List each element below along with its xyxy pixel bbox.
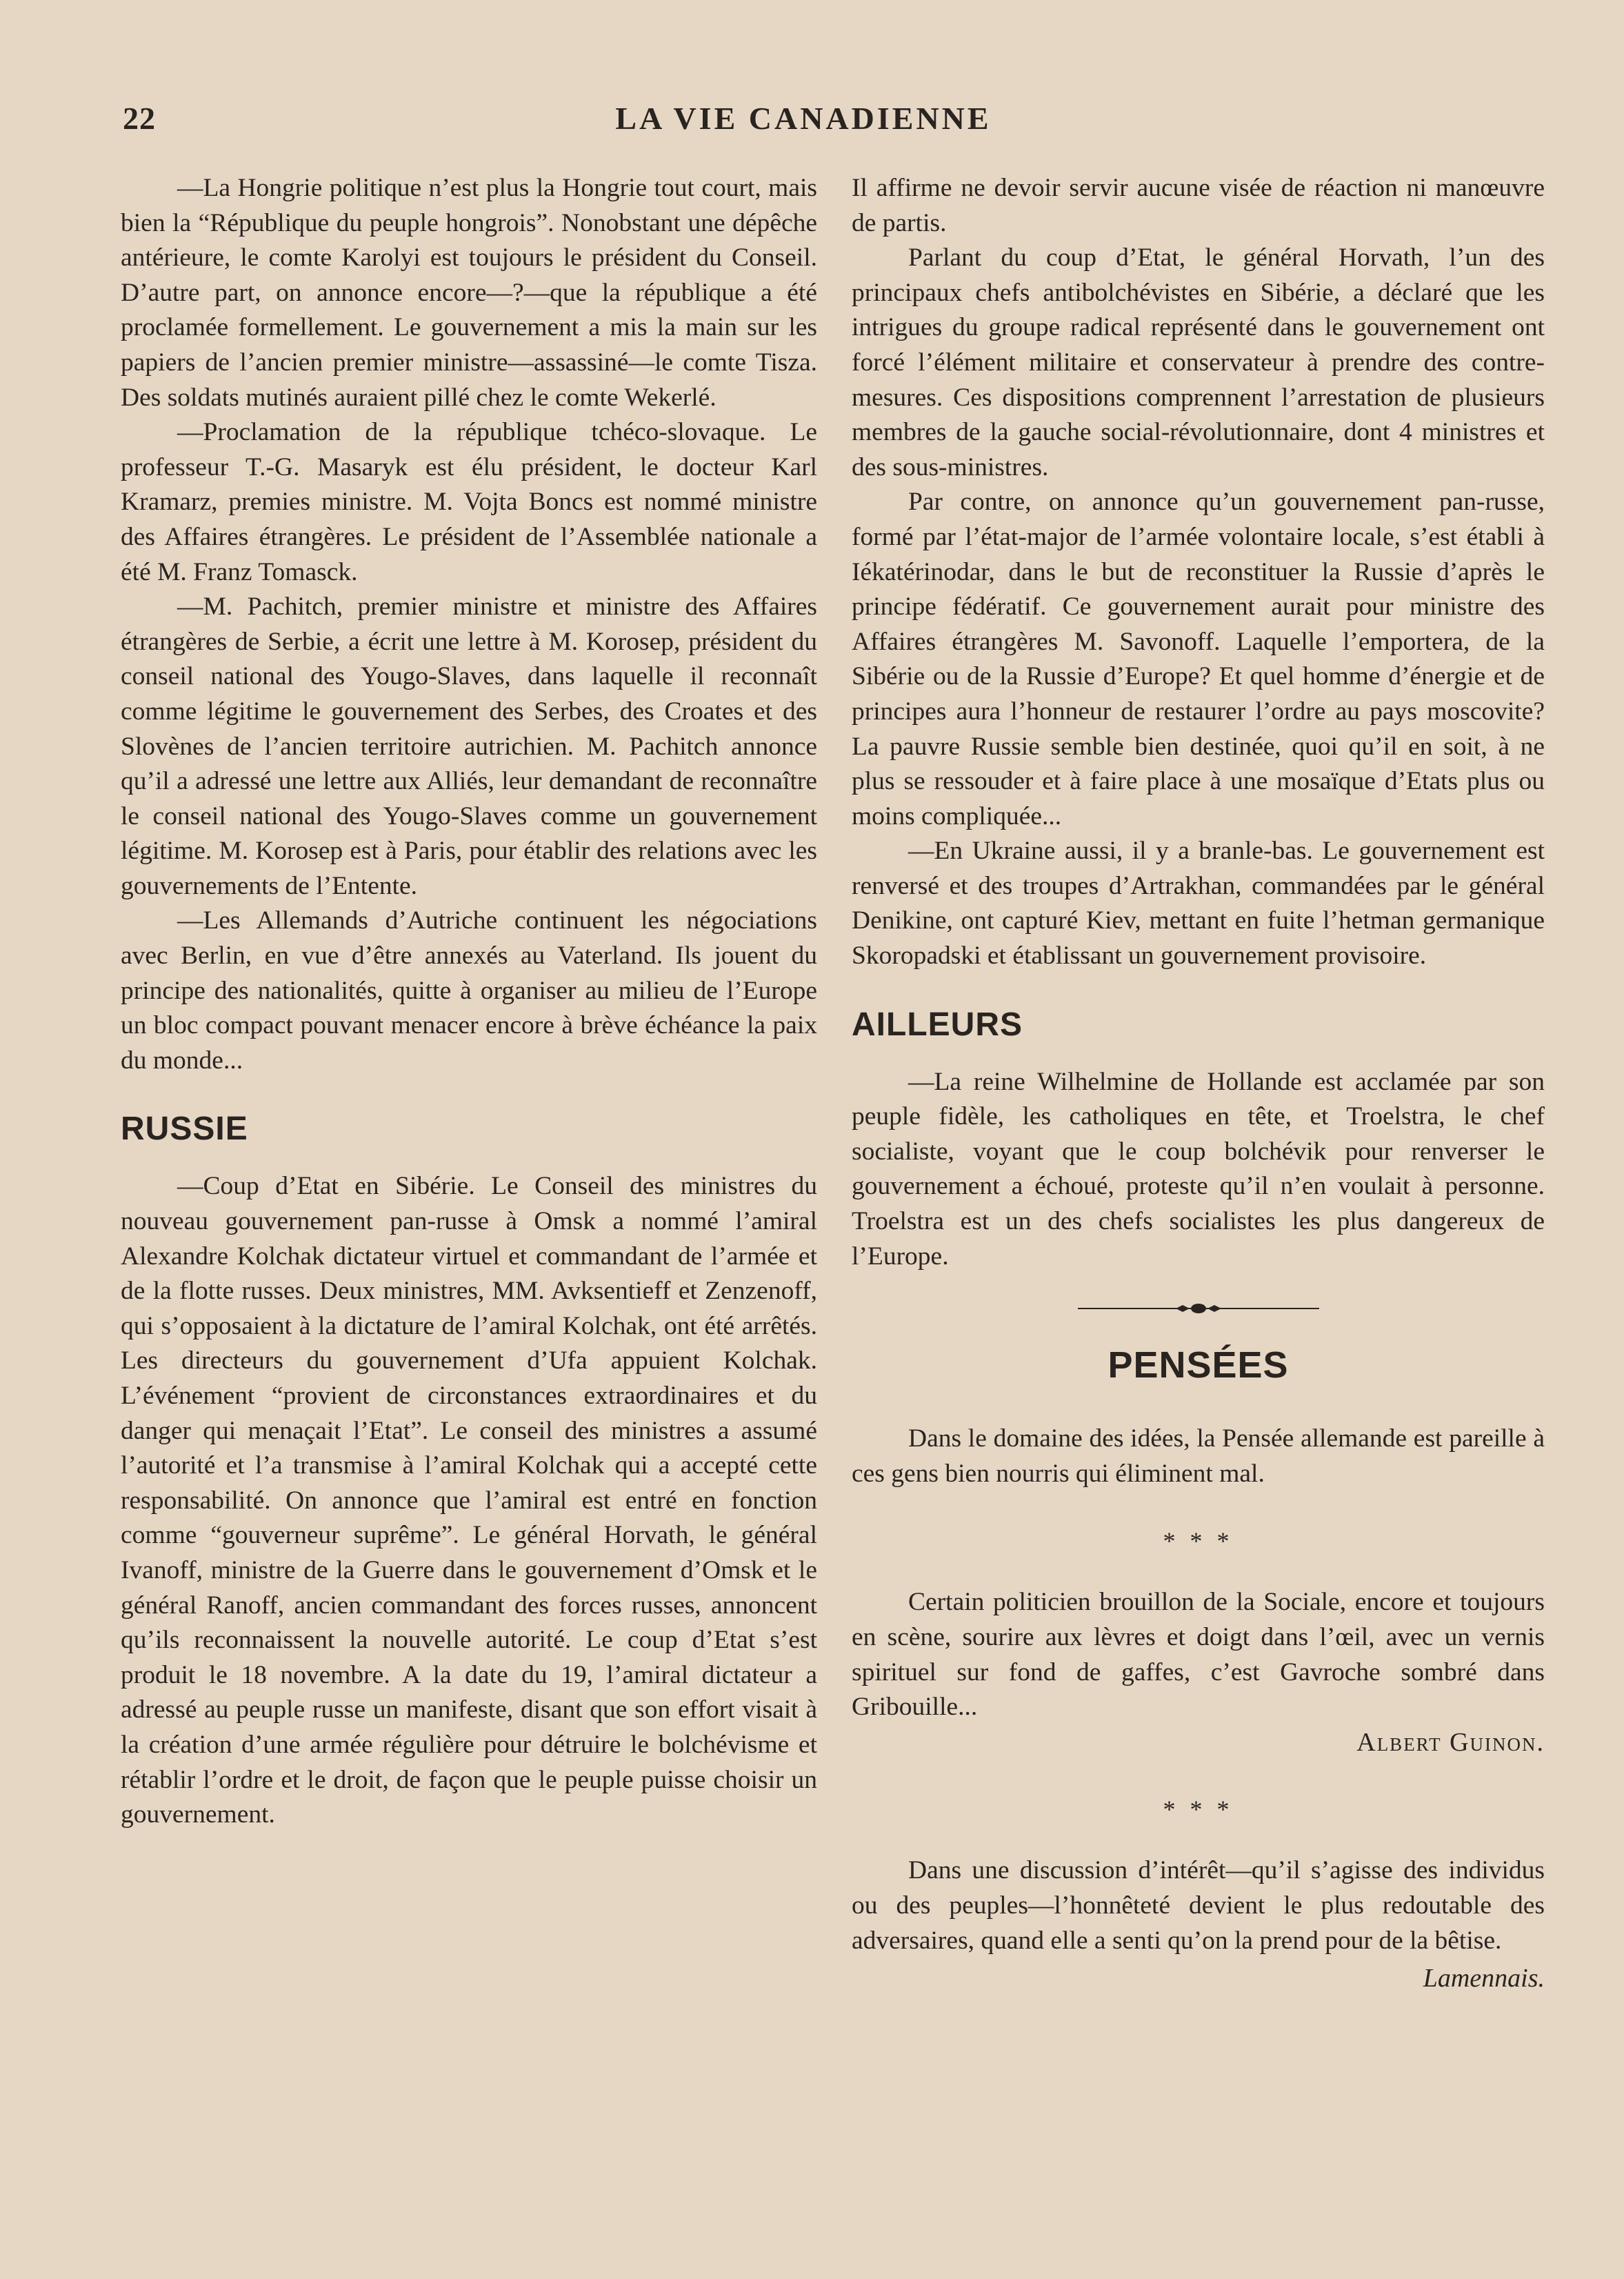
- paragraph-hollande: —La reine Wilhelmine de Hollande est acclamée par son peuple fidèle, les catholiques en tête, et Troelstra, le chef socialiste, voyant que le coup bolchévik pour renverser le gouvernement a échoué, proteste qu’il n’en voulait à personne. Troelstra est un des chefs socialistes les plus dangereux de l’Europe.: [852, 1067, 1545, 1271]
- paragraph-continuation: Il affirme ne devoir servir aucune visée de réaction ni manœuvre de partis.: [852, 174, 1545, 237]
- paragraph-ukraine: —En Ukraine aussi, il y a branle-bas. Le gouvernement est renversé et des troupes d’Artrakhan, commandées par le général Denikine, ont capturé Kiev, mettant en fuite l’hetman germanique Skoropadski et établissant un gouvernement provisoire.: [852, 837, 1545, 971]
- paragraph-autriche: —Les Allemands d’Autriche continuent les négociations avec Berlin, en vue d’être annexés au Vaterland. Ils jouent du principe des nationalités, quitte à organiser au milieu de l’Europe un bloc compact pouvant menacer encore à brève échéance la paix du monde...: [121, 906, 817, 1075]
- section-heading-ailleurs: AILLEURS: [852, 1006, 1023, 1043]
- running-title: LA VIE CANADIENNE: [615, 101, 992, 136]
- ornament-icon: [1174, 1302, 1223, 1315]
- pensee-3: Dans une discussion d’intérêt—qu’il s’agisse des individus ou des peuples—l’honnêteté devient le plus redoutable des adversaires, quand elle a senti qu’on la prend pour de la bêtise.: [852, 1856, 1545, 1955]
- pensee-2: Certain politicien brouillon de la Sociale, encore et toujours en scène, sourire aux lèvres et doigt dans l’œil, avec un vernis spirituel sur fond de gaffes, c’est Gavroche sombré dans Gribouille...: [852, 1588, 1545, 1722]
- pensee-1: Dans le domaine des idées, la Pensée allemande est pareille à ces gens bien nourris qui éliminent mal.: [852, 1424, 1545, 1488]
- left-column: [121, 171, 817, 1833]
- page-number: 22: [123, 101, 156, 136]
- right-column: [852, 171, 1545, 1996]
- paragraph-serbie: —M. Pachitch, premier ministre et ministre des Affaires étrangères de Serbie, a écrit une lettre à M. Korosep, président du conseil national des Yougo-Slaves, dans laquelle il reconnaît comme légitime le gouvernement des Serbes, des Croates et des Slovènes de l’ancien territoire autrichien. M. Pachitch annonce qu’il a adressé une lettre aux Alliés, leur demandant de reconnaître le conseil national des Yougo-Slaves comme un gouvernement légitime. M. Korosep est à Paris, pour établir des relations avec les gouvernements de l’Entente.: [121, 593, 817, 900]
- pensees-title: PENSÉES: [1107, 1344, 1289, 1386]
- paragraph-gouvernement-pan-russe: Par contre, on annonce qu’un gouvernement pan-russe, formé par l’état-major de l’armée volontaire locale, s’est établi à Iékatérinodar, dans le but de reconstituer la Russie d’après le principe fédératif. Ce gouvernement aurait pour ministre des Affaires étrangères M. Savonoff. Laquelle l’emportera, de la Sibérie ou de la Russie d’Europe? Et quel homme d’énergie et de principes aura l’honneur de restaurer l’ordre au pays moscovite? La pauvre Russie semble bien destinée, quoi qu’il en soit, à ne plus se ressouder et à faire place à une mosaïque d’Etats plus ou moins compliquée...: [852, 488, 1545, 830]
- asterism-separator: * * *: [1163, 1527, 1234, 1555]
- page-header: [117, 100, 1490, 141]
- section-heading-russie: RUSSIE: [121, 1111, 248, 1148]
- ornamental-rule: [1078, 1302, 1319, 1315]
- paragraph-horvath: Parlant du coup d’Etat, le général Horvath, l’un des principaux chefs antibolchévistes en Sibérie, a déclaré que les intrigues du groupe radical représenté dans le gouvernement ont forcé l’élément militaire et conservateur à prendre des contre-mesures. Ces dispositions comprennent l’arrestation de plusieurs membres de la gauche social-révolutionnaire, dont 4 ministres et des sous-ministres.: [852, 243, 1545, 481]
- asterism-separator: * * *: [1163, 1795, 1234, 1824]
- paragraph-coup-siberie: —Coup d’Etat en Sibérie. Le Conseil des ministres du nouveau gouvernement pan-russe à Omsk a nommé l’amiral Alexandre Kolchak dictateur virtuel et commandant de l’armée et de la flotte russes. Deux ministres, MM. Avksentieff et Zenzenoff, qui s’opposaient à la dictature de l’amiral Kolchak, ont été arrêtés. Les directeurs du gouvernement d’Ufa appuient Kolchak. L’événement “provient de circonstances extraordinaires et du danger qui menaçait l’Etat”. Le conseil des ministres a assumé l’autorité et l’a transmise à l’amiral Kolchak qui a accepté cette responsabilité. On annonce que l’amiral est entré en fonction comme “gouverneur suprême”. Le général Horvath, le général Ivanoff, ministre de la Guerre dans le gouvernement d’Omsk et le général Ranoff, ancien commandant des forces russes, annoncent qu’ils reconnaissent la nouvelle autorité. Le coup d’Etat s’est produit le 18 novembre. A la date du 19, l’amiral dictateur a adressé au peuple russe un manifeste, disant que son effort visait à la création d’une armée régulière pour détruire le bolchévisme et rétablir l’ordre et le droit, de façon que le peuple puisse choisir un gouvernement.: [121, 1172, 817, 1829]
- author-signature: Lamennais.: [1423, 1964, 1545, 1993]
- author-signature: Albert Guinon.: [1356, 1727, 1545, 1757]
- paragraph-tcheco-slovaque: —Proclamation de la république tchéco-slovaque. Le professeur T.-G. Masaryk est élu président, le docteur Karl Kramarz, premies ministre. M. Vojta Boncs est nommé ministre des Affaires étrangères. Le président de l’Assemblée nationale a été M. Franz Tomasck.: [121, 418, 817, 586]
- paragraph-hongrie: —La Hongrie politique n’est plus la Hongrie tout court, mais bien la “République du peuple hongrois”. Nonobstant une dépêche antérieure, le comte Karolyi est toujours le président du Conseil. D’autre part, on annonce encore—?—que la république a été proclamée formellement. Le gouvernement a mis la main sur les papiers de l’ancien premier ministre—assassiné—le comte Tisza. Des soldats mutinés auraient pillé chez le comte Wekerlé.: [121, 174, 817, 412]
